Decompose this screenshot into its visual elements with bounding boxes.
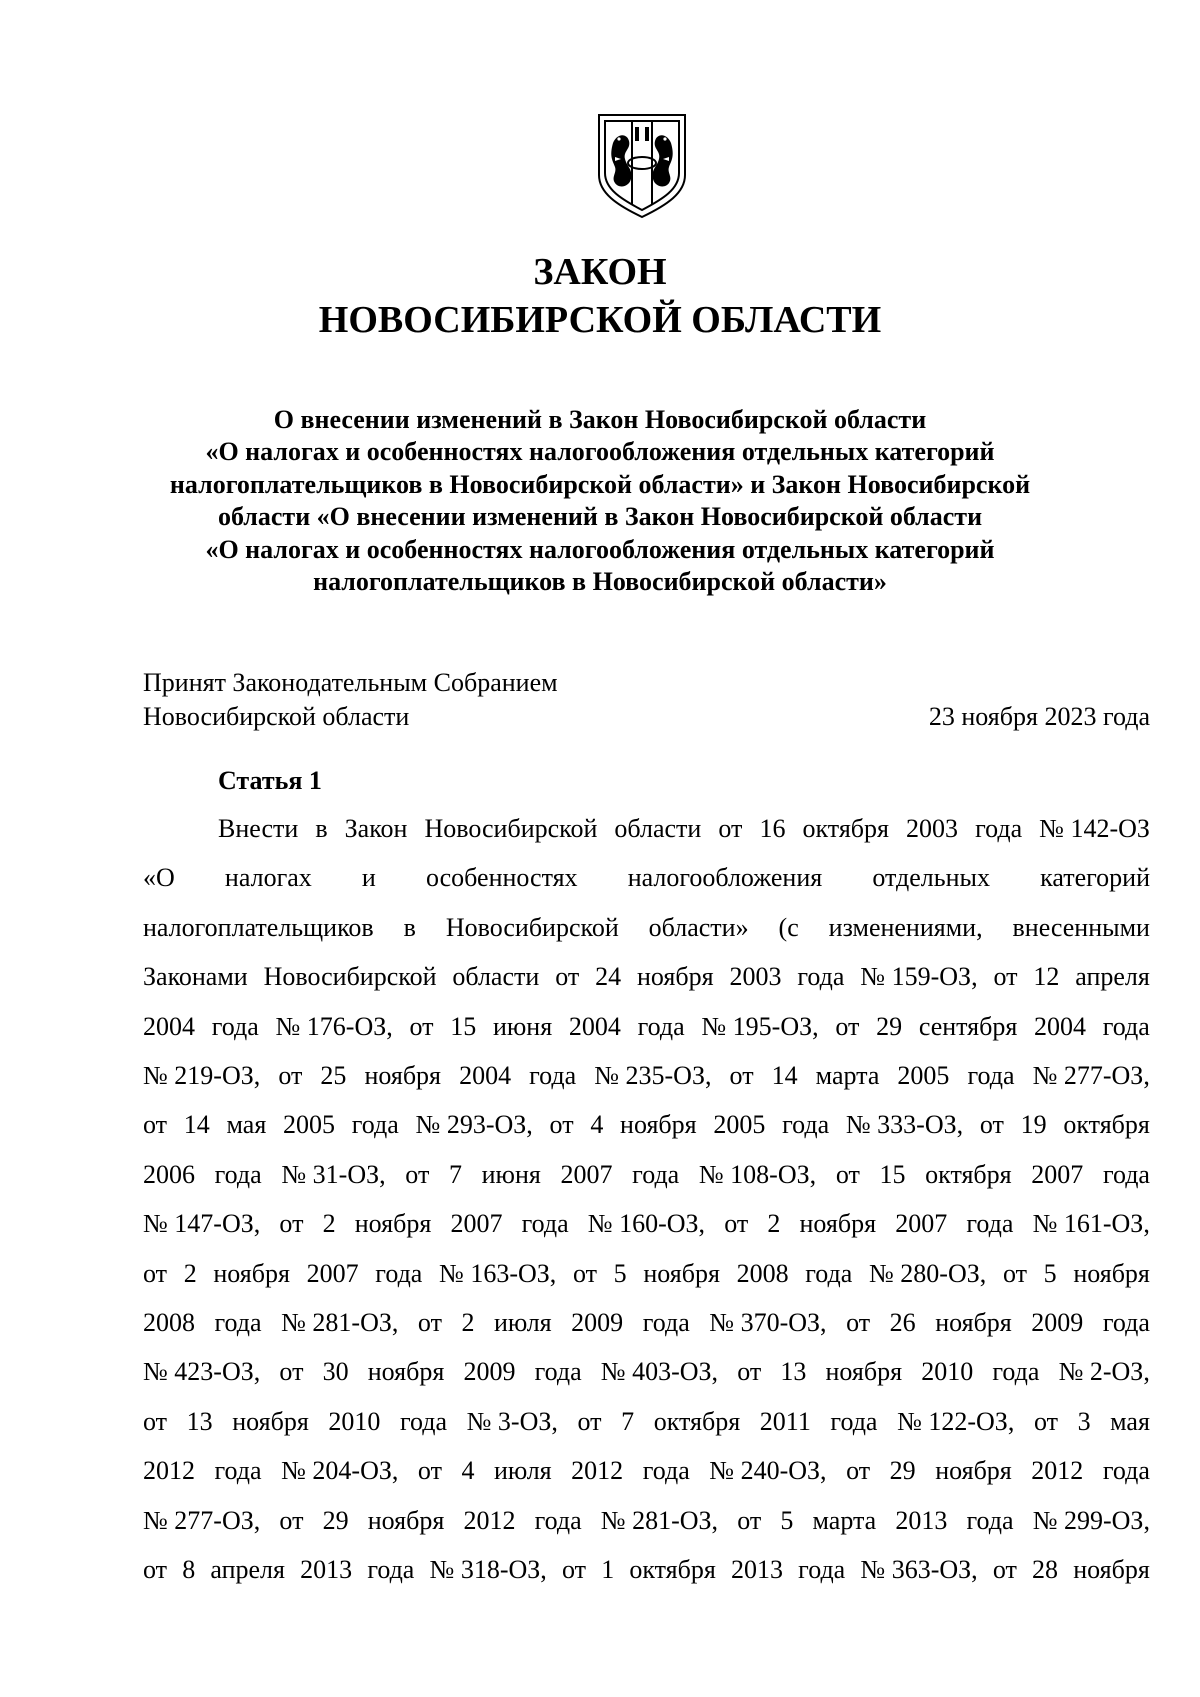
body-line: 2006 года № 31-ОЗ, от 7 июня 2007 года № 108-ОЗ, от 15 октября 2007 года: [143, 1159, 1150, 1189]
body-line: 2012 года № 204-ОЗ, от 4 июля 2012 года № 240-ОЗ, от 29 ноября 2012 года: [143, 1456, 1150, 1486]
adopted-date: 23 ноября 2023 года: [928, 702, 1150, 731]
body-line: № 219-ОЗ, от 25 ноября 2004 года № 235-ОЗ, от 14 марта 2005 года № 277-ОЗ,: [143, 1061, 1150, 1091]
subject-line: области «О внесении изменений в Закон Новосибирской области: [217, 502, 983, 532]
subject-line: О внесении изменений в Закон Новосибирской области: [273, 405, 927, 434]
body-line: налогоплательщиков в Новосибирской области» (с изменениями, внесенными: [143, 912, 1150, 942]
body-line: от 2 ноября 2007 года № 163-ОЗ, от 5 ноября 2008 года № 280-ОЗ, от 5 ноября: [143, 1258, 1150, 1288]
body-line: № 423-ОЗ, от 30 ноября 2009 года № 403-ОЗ, от 13 ноября 2010 года № 2-ОЗ,: [143, 1357, 1150, 1387]
adopted-by-line: Принят Законодательным Собранием: [143, 668, 558, 697]
law-title: ЗАКОН: [533, 251, 667, 293]
body-line: 2008 года № 281-ОЗ, от 2 июля 2009 года № 370-ОЗ, от 26 ноября 2009 года: [143, 1308, 1150, 1338]
body-line: 2004 года № 176-ОЗ, от 15 июня 2004 года № 195-ОЗ, от 29 сентября 2004 года: [143, 1011, 1150, 1041]
body-line: «О налогах и особенностях налогообложения отдельных категорий: [143, 863, 1150, 893]
body-line: от 14 мая 2005 года № 293-ОЗ, от 4 ноября 2005 года № 333-ОЗ, от 19 октября: [143, 1110, 1150, 1140]
coat-of-arms-emblem: [597, 113, 687, 219]
body-line: Внести в Закон Новосибирской области от 16 октября 2003 года № 142-ОЗ: [218, 814, 1150, 843]
adopted-by: [143, 666, 558, 734]
subject-line: налогоплательщиков в Новосибирской области»: [313, 567, 887, 597]
law-subject: [150, 404, 1050, 598]
article-heading: Статья 1: [218, 766, 322, 795]
body-line: от 13 ноября 2010 года № 3-ОЗ, от 7 октября 2011 года № 122-ОЗ, от 3 мая: [143, 1406, 1150, 1436]
body-line: № 277-ОЗ, от 29 ноября 2012 года № 281-ОЗ, от 5 марта 2013 года № 299-ОЗ,: [143, 1505, 1150, 1535]
subject-line: налогоплательщиков в Новосибирской области» и Закон Новосибирской: [169, 469, 1031, 499]
law-region-title: НОВОСИБИРСКОЙ ОБЛАСТИ: [318, 299, 882, 341]
body-line: от 8 апреля 2013 года № 318-ОЗ, от 1 октября 2013 года № 363-ОЗ, от 28 ноября: [143, 1555, 1150, 1585]
body-line: № 147-ОЗ, от 2 ноября 2007 года № 160-ОЗ, от 2 ноября 2007 года № 161-ОЗ,: [143, 1209, 1150, 1239]
adopted-by-line: Новосибирской области: [143, 702, 410, 731]
body-line: Законами Новосибирской области от 24 ноября 2003 года № 159-ОЗ, от 12 апреля: [143, 962, 1150, 992]
subject-line: «О налогах и особенностях налогообложения отдельных категорий: [205, 534, 995, 564]
subject-line: «О налогах и особенностях налогообложения отдельных категорий: [205, 437, 995, 467]
article-body: [143, 804, 1150, 1595]
